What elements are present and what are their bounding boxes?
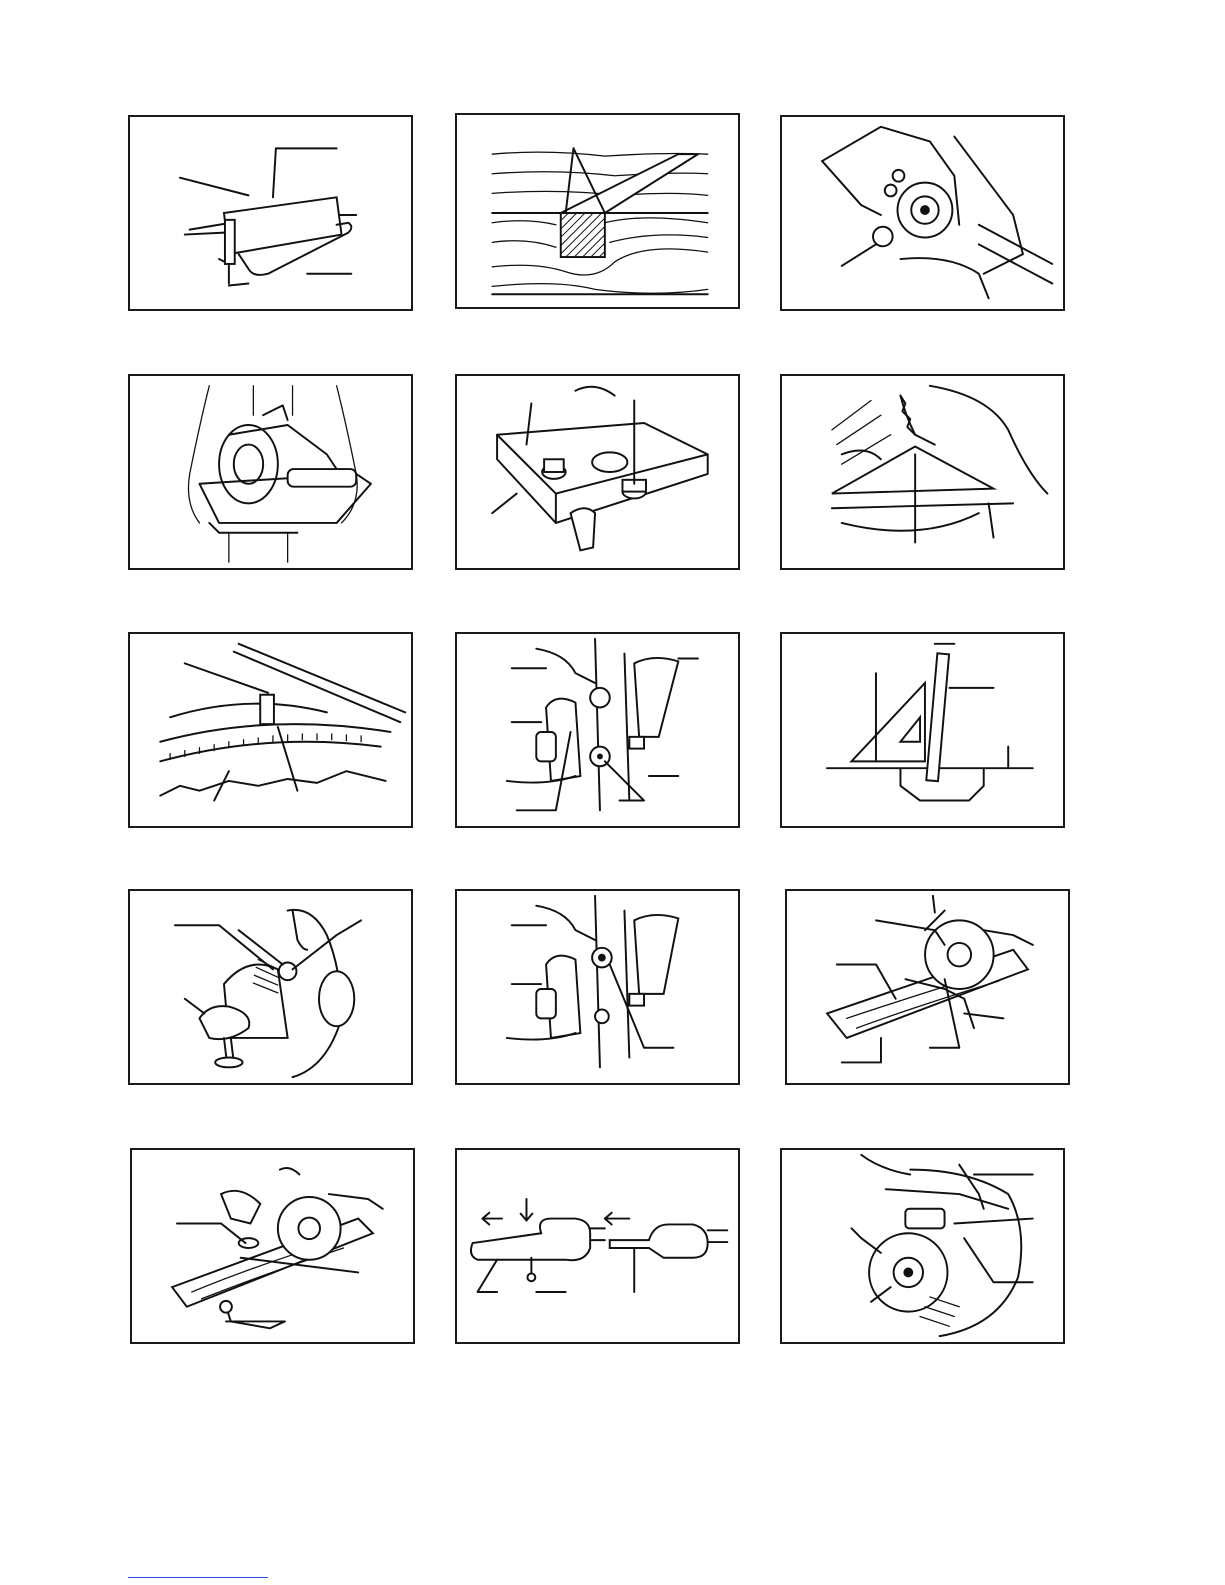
blade-guard-replacement-illustration (782, 1150, 1063, 1342)
figure-panel-10 (128, 889, 413, 1085)
support-rod-illustration (130, 117, 411, 309)
cutting-workpiece-illustration (787, 891, 1068, 1083)
bevel-lock-lever-illustration (130, 891, 411, 1083)
triangle-square-blade-illustration (782, 634, 1063, 826)
figure-panel-8 (455, 632, 740, 828)
figure-panel-11 (455, 889, 740, 1085)
carrying-saw-illustration (130, 376, 411, 568)
figure-panel-9 (780, 632, 1065, 828)
figure-panel-6 (780, 374, 1065, 570)
miter-scale-pointer-illustration (130, 634, 411, 826)
dust-bag-attachment-illustration (457, 1150, 738, 1342)
figure-panel-13 (130, 1148, 415, 1344)
figure-panel-7 (128, 632, 413, 828)
footer-rule (128, 1577, 268, 1578)
vise-clamping-illustration (132, 1150, 413, 1342)
bevel-stop-bolts-illustration (457, 634, 738, 826)
figure-panel-12 (785, 889, 1070, 1085)
bevel-stop-single-bolt-illustration (457, 891, 738, 1083)
figure-panel-5 (455, 374, 740, 570)
figure-panel-4 (128, 374, 413, 570)
figure-panel-1 (128, 115, 413, 311)
blade-square-check-illustration (782, 376, 1063, 568)
base-mount-bolts-illustration (457, 376, 738, 568)
figure-panel-15 (780, 1148, 1065, 1344)
wood-grain-cross-section-illustration (457, 115, 738, 307)
figure-panel-14 (455, 1148, 740, 1344)
figure-panel-3 (780, 115, 1065, 311)
saw-pivot-lock-illustration (782, 117, 1063, 309)
figure-panel-2 (455, 113, 740, 309)
